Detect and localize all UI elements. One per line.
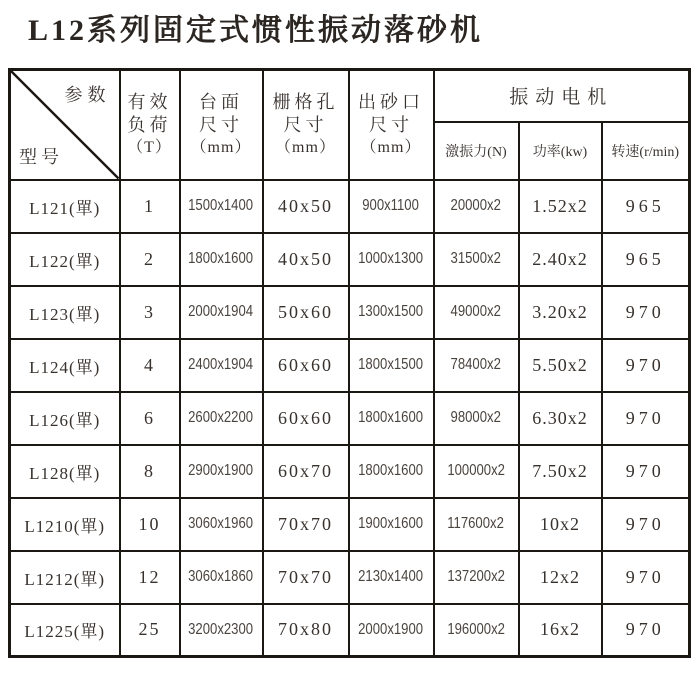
header-load (120, 70, 180, 180)
cell-load: 1 (120, 180, 180, 233)
cell-force (434, 498, 519, 551)
header-force-label: 激振力(N) (445, 144, 507, 160)
cell-speed: 970 (602, 551, 690, 604)
header-outlet-line2: 尺寸 (369, 115, 413, 136)
table-row (10, 286, 690, 339)
cell-outlet-value: 1300x1500 (358, 303, 424, 320)
cell-grid_hole: 70x70 (263, 551, 349, 604)
cell-load: 12 (120, 551, 180, 604)
cell-outlet (349, 286, 434, 339)
cell-force (434, 233, 519, 286)
header-grid-hole-unit: （mm） (275, 138, 336, 156)
header-motor-group-label: 振动电机 (509, 87, 614, 109)
table-row (10, 339, 690, 392)
cell-power: 7.50x2 (519, 445, 602, 498)
header-table-size (180, 70, 263, 180)
header-outlet (349, 70, 434, 180)
cell-outlet (349, 392, 434, 445)
cell-power: 3.20x2 (519, 286, 602, 339)
cell-force (434, 392, 519, 445)
cell-outlet (349, 445, 434, 498)
cell-power: 16x2 (519, 604, 602, 657)
table-row (10, 551, 690, 604)
table-row (10, 392, 690, 445)
cell-outlet (349, 180, 434, 233)
table-row (10, 233, 690, 286)
cell-grid_hole: 40x50 (263, 180, 349, 233)
cell-table_size-value: 2600x2200 (188, 409, 254, 426)
header-table-size-line1: 台面 (199, 91, 243, 112)
header-speed-label: 转速(r/min) (611, 144, 680, 160)
cell-table_size (180, 498, 263, 551)
spec-table (8, 68, 691, 658)
cell-load: 3 (120, 286, 180, 339)
cell-force-value: 196000x2 (447, 620, 505, 638)
cell-grid_hole: 60x60 (263, 339, 349, 392)
cell-model: L1210(單) (10, 498, 120, 551)
cell-table_size-value: 3060x1960 (188, 515, 254, 532)
cell-power: 1.52x2 (519, 180, 602, 233)
cell-outlet-value: 900x1100 (362, 197, 420, 214)
cell-outlet (349, 339, 434, 392)
cell-outlet (349, 233, 434, 286)
cell-speed: 970 (602, 286, 690, 339)
cell-force (434, 445, 519, 498)
cell-table_size (180, 286, 263, 339)
cell-force-value: 31500x2 (450, 250, 502, 267)
cell-speed: 970 (602, 498, 690, 551)
cell-model: L124(單) (10, 339, 120, 392)
header-grid-hole-line1: 栅格孔 (272, 91, 339, 112)
cell-table_size (180, 604, 263, 657)
header-grid-hole-line2: 尺寸 (283, 115, 328, 136)
header-motor-group (434, 70, 690, 122)
cell-table_size (180, 339, 263, 392)
cell-outlet-value: 1800x1600 (358, 462, 424, 479)
cell-load: 25 (120, 604, 180, 657)
header-power (519, 122, 602, 180)
cell-model: L121(單) (10, 180, 120, 233)
cell-model: L128(單) (10, 445, 120, 498)
cell-model: L126(單) (10, 392, 120, 445)
cell-table_size-value: 3200x2300 (188, 620, 254, 638)
cell-table_size (180, 233, 263, 286)
cell-force-value: 100000x2 (447, 462, 505, 479)
cell-outlet-value: 2000x1900 (358, 620, 424, 638)
cell-load: 4 (120, 339, 180, 392)
cell-table_size-value: 2900x1900 (188, 462, 254, 479)
header-load-line1: 有效 (127, 91, 172, 112)
cell-load: 6 (120, 392, 180, 445)
cell-force-value: 117600x2 (447, 515, 505, 532)
cell-speed: 970 (602, 339, 690, 392)
cell-force-value: 98000x2 (450, 409, 502, 426)
cell-table_size (180, 180, 263, 233)
cell-table_size-value: 2400x1904 (188, 356, 254, 373)
cell-table_size (180, 551, 263, 604)
cell-load: 10 (120, 498, 180, 551)
header-grid-hole (263, 70, 349, 180)
cell-speed: 965 (602, 180, 690, 233)
header-force (434, 122, 519, 180)
cell-outlet-value: 1800x1500 (358, 356, 424, 373)
cell-power: 6.30x2 (519, 392, 602, 445)
cell-outlet (349, 551, 434, 604)
header-power-label: 功率(kw) (532, 144, 588, 160)
cell-table_size (180, 392, 263, 445)
cell-load: 2 (120, 233, 180, 286)
cell-force-value: 49000x2 (450, 303, 502, 320)
cell-speed: 965 (602, 233, 690, 286)
cell-force-value: 137200x2 (447, 568, 505, 585)
table-row (10, 180, 690, 233)
cell-grid_hole: 70x80 (263, 604, 349, 657)
cell-power: 5.50x2 (519, 339, 602, 392)
header-row-top (10, 70, 690, 122)
header-load-unit: （T） (127, 138, 172, 156)
cell-grid_hole: 60x60 (263, 392, 349, 445)
corner-cell (10, 70, 120, 180)
cell-model: L122(單) (10, 233, 120, 286)
cell-force-value: 78400x2 (450, 356, 502, 373)
cell-grid_hole: 70x70 (263, 498, 349, 551)
cell-grid_hole: 60x70 (263, 445, 349, 498)
header-outlet-line1: 出砂口 (358, 91, 424, 112)
cell-model: L1212(單) (10, 551, 120, 604)
cell-speed: 970 (602, 445, 690, 498)
cell-force (434, 286, 519, 339)
corner-label-model: 型号 (19, 146, 63, 167)
header-outlet-unit: （mm） (360, 138, 422, 156)
cell-speed: 970 (602, 604, 690, 657)
table-row (10, 604, 690, 657)
cell-force-value: 20000x2 (450, 197, 502, 214)
cell-grid_hole: 50x60 (263, 286, 349, 339)
cell-force (434, 551, 519, 604)
cell-load: 8 (120, 445, 180, 498)
cell-force (434, 604, 519, 657)
cell-force (434, 180, 519, 233)
cell-power: 2.40x2 (519, 233, 602, 286)
cell-outlet-value: 1900x1600 (358, 515, 424, 532)
cell-table_size (180, 445, 263, 498)
header-load-line2: 负荷 (127, 115, 172, 136)
cell-grid_hole: 40x50 (263, 233, 349, 286)
table-row (10, 498, 690, 551)
cell-outlet (349, 498, 434, 551)
table-body (10, 180, 690, 657)
cell-model: L1225(單) (10, 604, 120, 657)
cell-outlet-value: 1800x1600 (358, 409, 424, 426)
cell-model: L123(單) (10, 286, 120, 339)
header-table-size-unit: （mm） (190, 138, 252, 156)
cell-table_size-value: 2000x1904 (188, 303, 254, 320)
cell-table_size-value: 1800x1600 (188, 250, 254, 267)
header-table-size-line2: 尺寸 (199, 115, 243, 136)
cell-outlet-value: 1000x1300 (358, 250, 424, 267)
header-speed (602, 122, 690, 180)
cell-power: 10x2 (519, 498, 602, 551)
cell-table_size-value: 1500x1400 (188, 197, 254, 214)
corner-label-parameter: 参数 (64, 85, 111, 105)
cell-speed: 970 (602, 392, 690, 445)
cell-outlet (349, 604, 434, 657)
cell-table_size-value: 3060x1860 (188, 568, 254, 585)
table-row (10, 445, 690, 498)
cell-force (434, 339, 519, 392)
page-title: L12系列固定式惯性振动落砂机 (28, 14, 484, 47)
cell-power: 12x2 (519, 551, 602, 604)
cell-outlet-value: 2130x1400 (358, 568, 424, 585)
